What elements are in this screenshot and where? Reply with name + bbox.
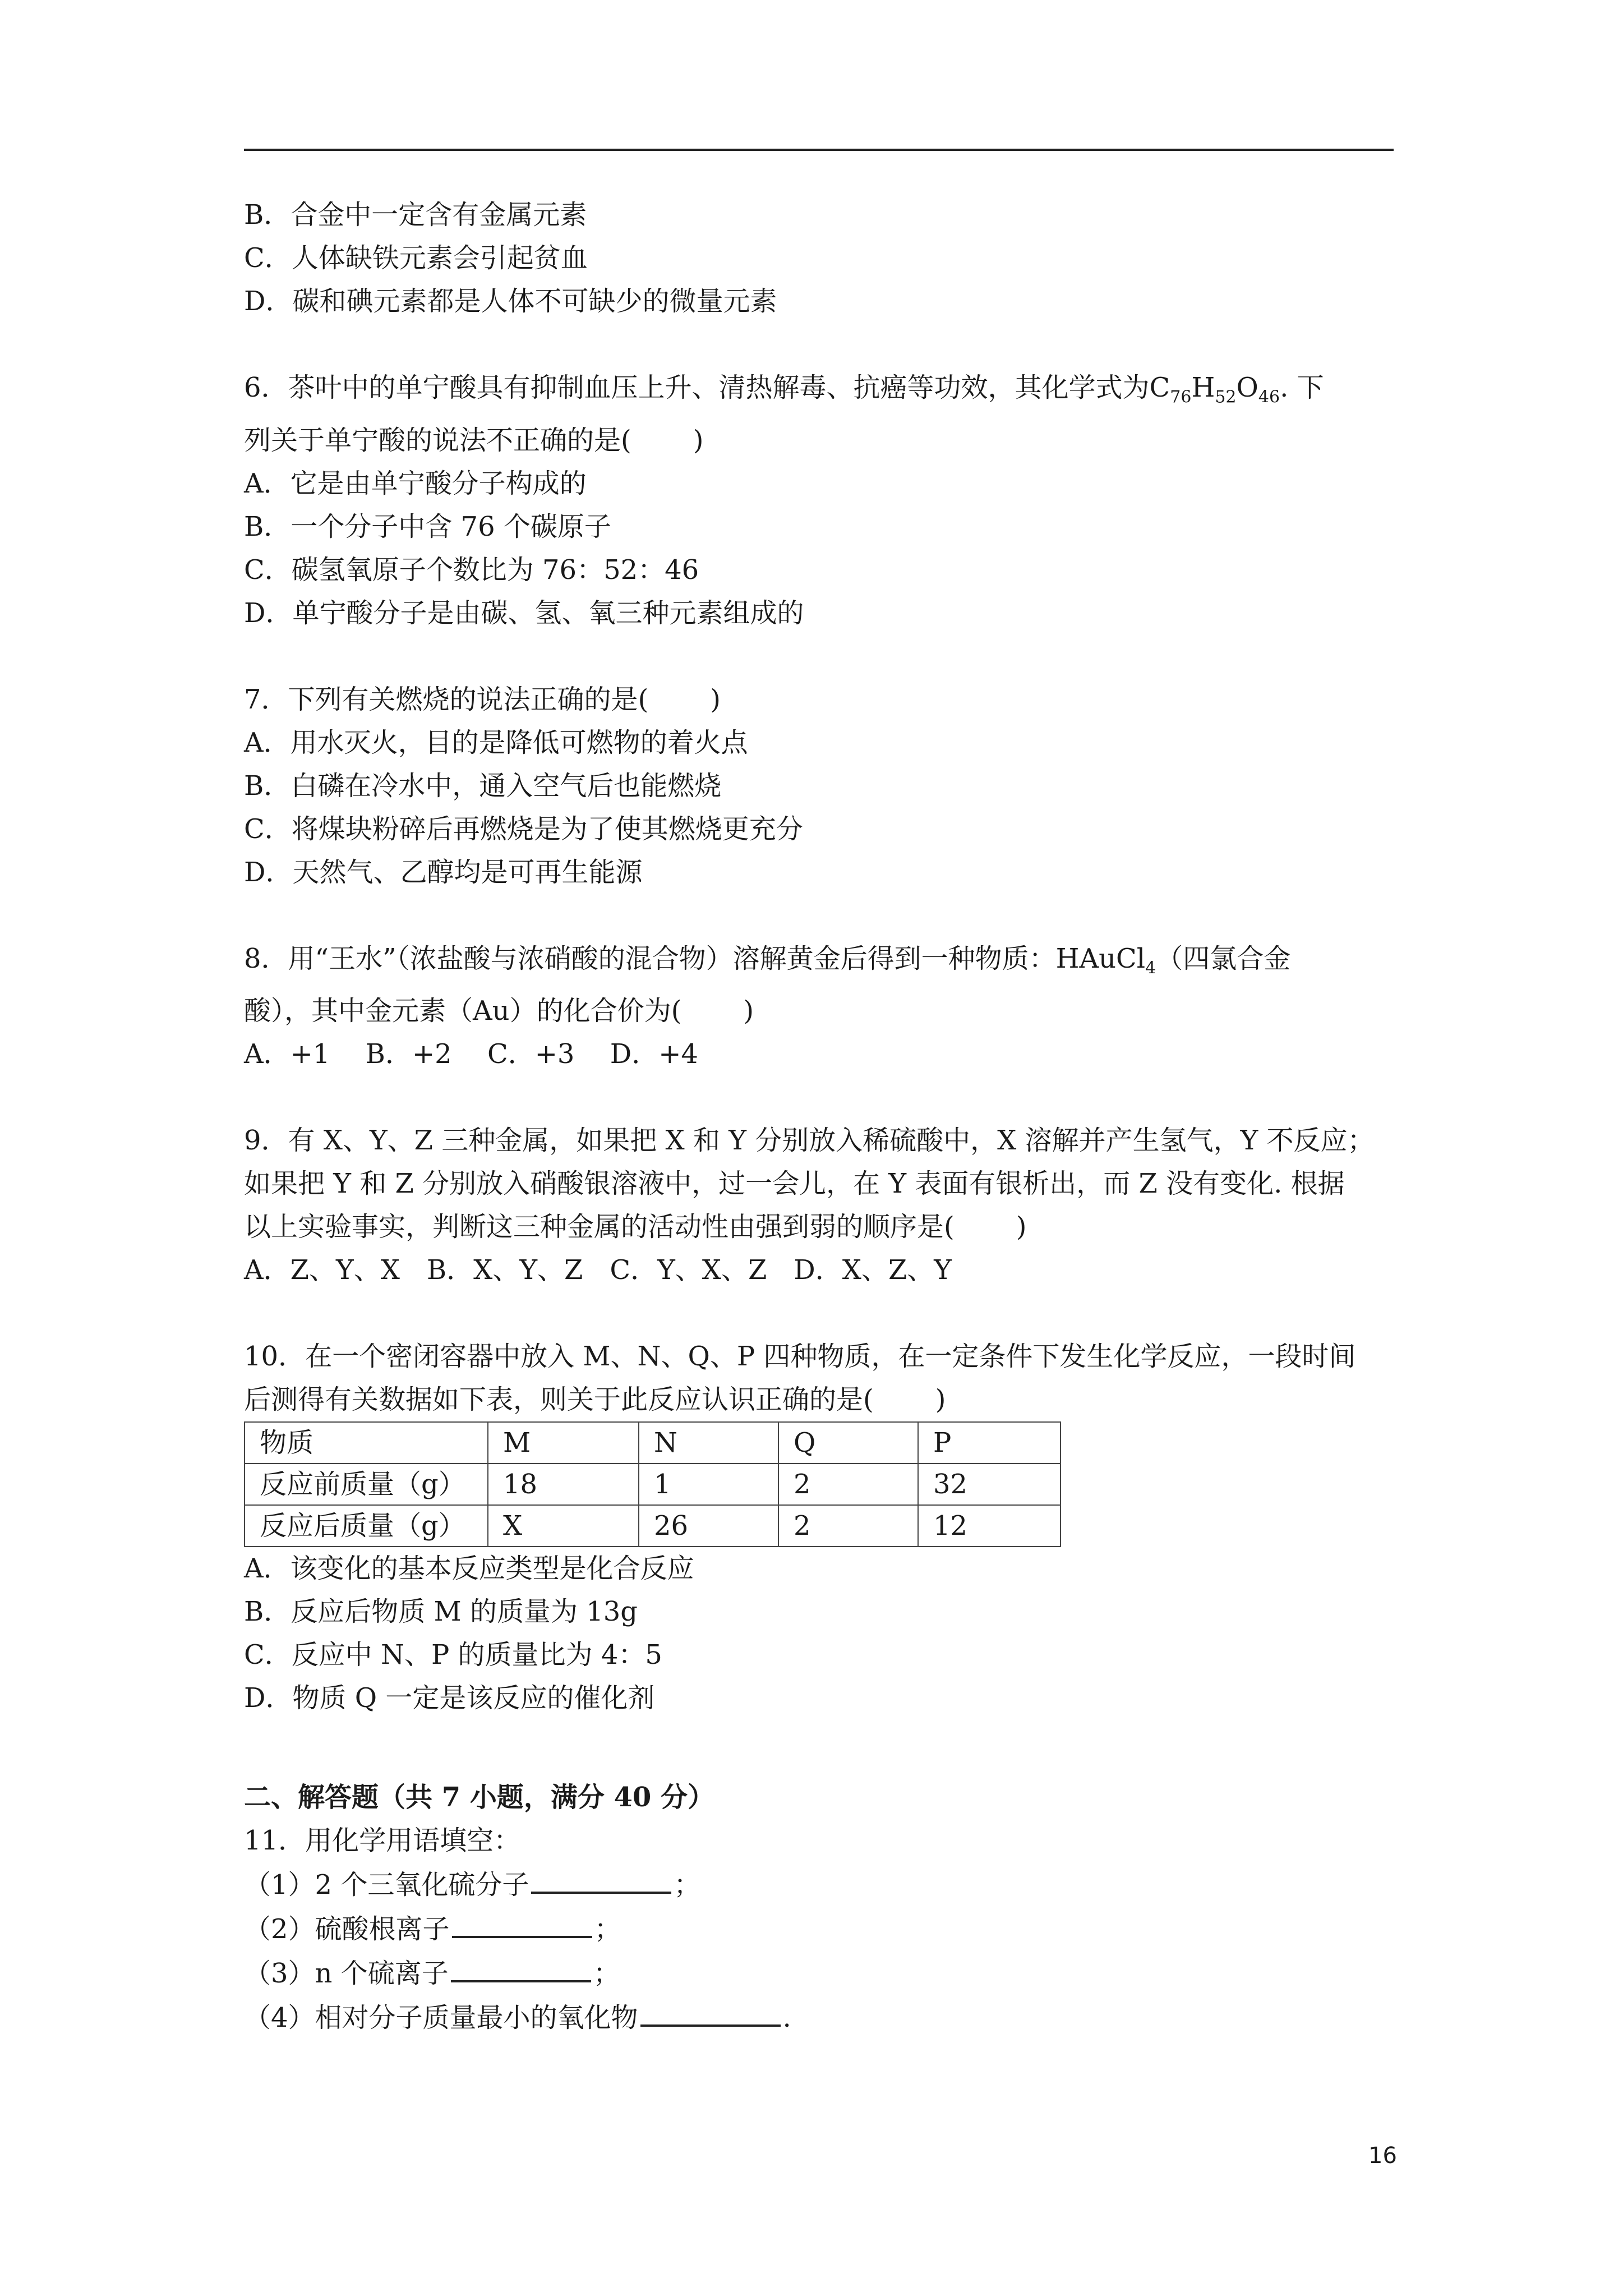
table-row [245, 1464, 1061, 1505]
q5-option-c: C．人体缺铁元素会引起贫血 [244, 242, 588, 274]
section-heading: 二、解答题（共 7 小题，满分 40 分） [244, 1782, 715, 1814]
table-cell: 26 [639, 1505, 778, 1547]
answer-blank[interactable] [451, 1951, 591, 1982]
table-cell: 12 [918, 1505, 1061, 1547]
q11-item-2: （2）硫酸根离子 ； [244, 1907, 1399, 1951]
q7-option-c: C．将煤块粉碎后再燃烧是为了使其燃烧更充分 [244, 813, 803, 845]
table-cell: 1 [639, 1464, 778, 1505]
table-cell: 2 [778, 1505, 918, 1547]
answer-blank[interactable] [452, 1907, 592, 1938]
q9-stem-line3: 以上实验事实，判断这三种金属的活动性由强到弱的顺序是( ) [244, 1211, 1027, 1243]
table-cell: X [488, 1505, 639, 1547]
page-number: 16 [1368, 2143, 1397, 2169]
table-header-cell: N [639, 1422, 778, 1464]
q5-option-d: D．碳和碘元素都是人体不可缺少的微量元素 [244, 286, 777, 317]
q10-stem-line2: 后测得有关数据如下表，则关于此反应认识正确的是( ) [244, 1384, 946, 1416]
q7-option-d: D．天然气、乙醇均是可再生能源 [244, 856, 643, 888]
q8-options: A．+1 B．+2 C．+3 D．+4 [244, 1038, 698, 1070]
q11-item-1: （1）2 个三氧化硫分子 ； [244, 1862, 1399, 1907]
q10-data-table [244, 1421, 1061, 1547]
q8-stem-line2: 酸），其中金元素（Au）的化合价为( ) [244, 995, 754, 1027]
table-header-cell: Q [778, 1422, 918, 1464]
q6-option-c: C．碳氢氧原子个数比为 76：52：46 [244, 554, 699, 586]
q10-option-d: D．物质 Q 一定是该反应的催化剂 [244, 1682, 655, 1714]
table-row [245, 1505, 1061, 1547]
table-header-cell: P [918, 1422, 1061, 1464]
q10-option-a: A．该变化的基本反应类型是化合反应 [244, 1553, 694, 1585]
header-rule [244, 149, 1394, 151]
q8-stem: 8．用“王水”（浓盐酸与浓硝酸的混合物）溶解黄金后得到一种物质：HAuCl$_4$（四氯合金 [244, 942, 1291, 978]
q7-stem: 7．下列有关燃烧的说法正确的是( ) [244, 683, 721, 715]
table-header-cell: 物质 [245, 1422, 488, 1464]
q10-option-b: B．反应后物质 M 的质量为 13g [244, 1596, 638, 1628]
q9-stem-line2: 如果把 Y 和 Z 分别放入硝酸银溶液中，过一会儿，在 Y 表面有银析出，而 Z 没有变化. 根据 [244, 1168, 1345, 1200]
q10-stem-line1: 10．在一个密闭容器中放入 M、N、Q、P 四种物质，在一定条件下发生化学反应，一段时间 [244, 1341, 1356, 1373]
q6-option-d: D．单宁酸分子是由碳、氢、氧三种元素组成的 [244, 597, 804, 629]
q9-options: A．Z、Y、X B．X、Y、Z C．Y、X、Z D．X、Z、Y [244, 1254, 952, 1286]
q5-option-b: B．合金中一定含有金属元素 [244, 199, 587, 231]
table-cell: 反应后质量（g） [245, 1505, 488, 1547]
answer-blank[interactable] [531, 1862, 671, 1894]
q11-item-4: （4）相对分子质量最小的氧化物 . [244, 1995, 1399, 2040]
q6-stem: 6．茶叶中的单宁酸具有抑制血压上升、清热解毒、抗癌等功效，其化学式为$C_{76}H_{52}O_{46}$. 下 [244, 372, 1324, 407]
answer-blank[interactable] [640, 1995, 781, 2027]
q9-stem-line1: 9．有 X、Y、Z 三种金属，如果把 X 和 Y 分别放入稀硫酸中，X 溶解并产生氢气，Y 不反应； [244, 1125, 1375, 1157]
q6-option-b: B．一个分子中含 76 个碳原子 [244, 510, 611, 542]
q6-stem-line2: 列关于单宁酸的说法不正确的是( ) [244, 424, 704, 456]
table-cell: 18 [488, 1464, 639, 1505]
q10-option-c: C．反应中 N、P 的质量比为 4：5 [244, 1639, 662, 1671]
q11-stem: 11．用化学用语填空： [244, 1825, 521, 1857]
table-header-cell: M [488, 1422, 639, 1464]
q6-option-a: A．它是由单宁酸分子构成的 [244, 467, 587, 499]
q7-option-a: A．用水灭火，目的是降低可燃物的着火点 [244, 726, 748, 758]
table-cell: 2 [778, 1464, 918, 1505]
q7-option-b: B．白磷在冷水中，通入空气后也能燃烧 [244, 770, 722, 802]
table-cell: 32 [918, 1464, 1061, 1505]
page-content [244, 194, 1399, 2040]
q11-item-3: （3）n 个硫离子 ； [244, 1951, 1399, 1995]
table-header-row [245, 1422, 1061, 1464]
table-cell: 反应前质量（g） [245, 1464, 488, 1505]
